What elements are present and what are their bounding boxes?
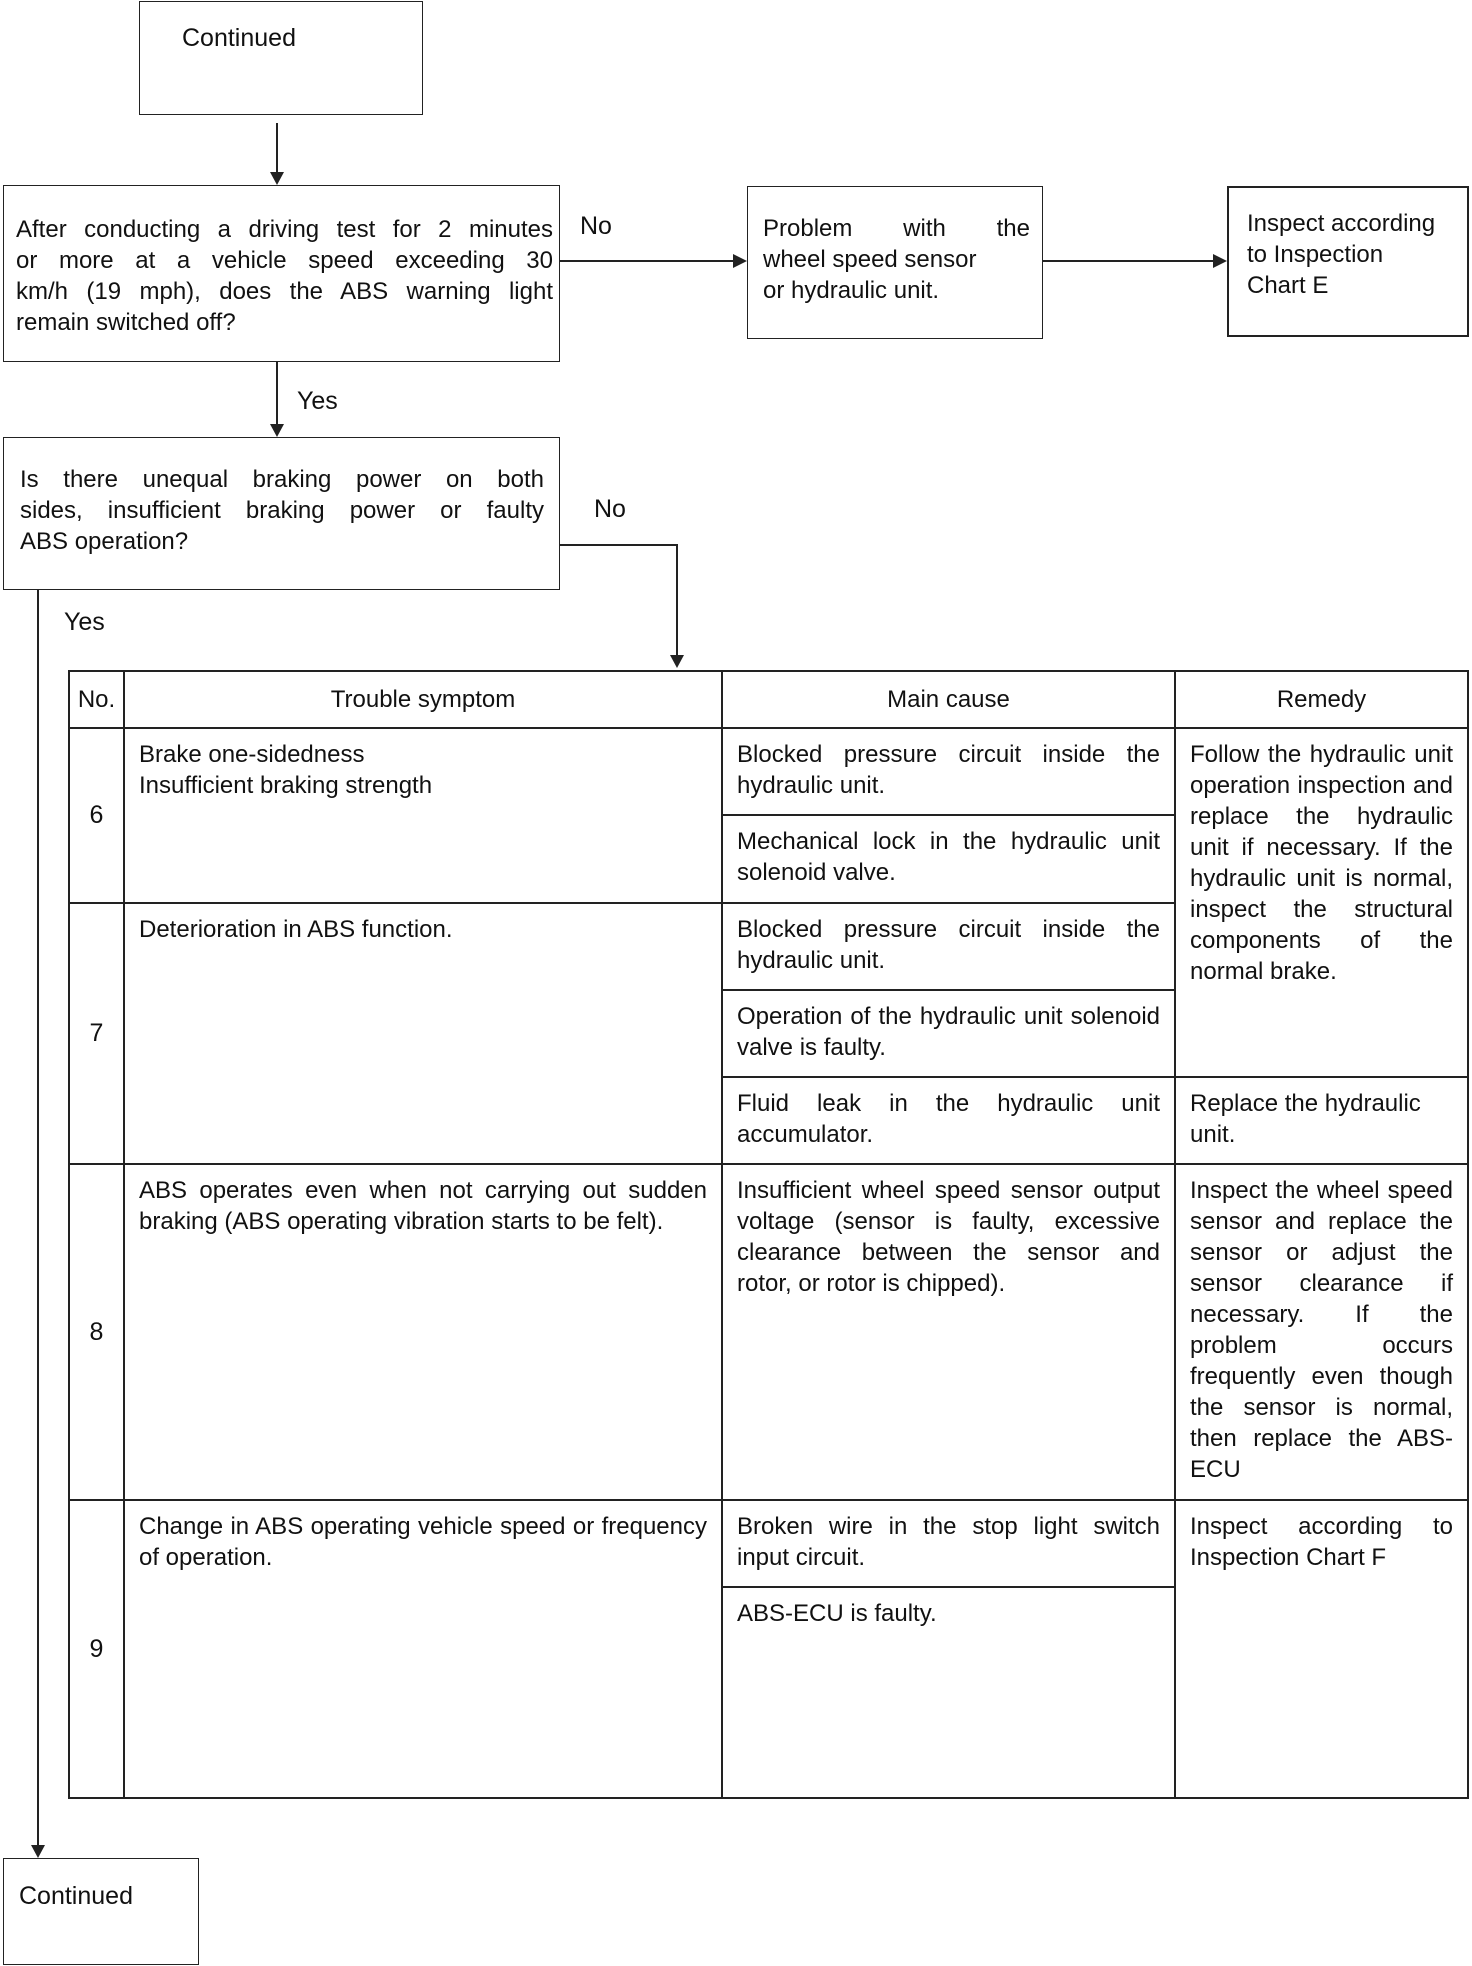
row-number: 6 <box>69 728 124 902</box>
question-line: or more at a vehicle speed exceeding 30 <box>16 247 553 274</box>
remedy-cell <box>1175 1500 1468 1798</box>
symptom-cell <box>124 1500 722 1798</box>
question-line: km/h (19 mph), does the ABS warning light <box>16 278 553 305</box>
header-trouble-symptom: Trouble symptom <box>124 671 722 728</box>
remedy-text: Replace the hydraulic unit. <box>1190 1090 1421 1149</box>
driving-test-question-box <box>3 185 560 362</box>
inspect-line: Inspect according <box>1247 210 1436 237</box>
row-number: 7 <box>69 903 124 1165</box>
cause-cell <box>722 1500 1175 1587</box>
remedy-cell <box>1175 728 1468 1077</box>
cause-cell <box>722 1164 1175 1500</box>
symptom-cell <box>124 728 722 902</box>
arrow-right-icon <box>733 254 747 268</box>
question-line: Is there unequal braking power on both <box>20 466 544 493</box>
question-line: ABS operation? <box>20 528 189 555</box>
problem-sensor-box <box>747 186 1043 339</box>
table-row <box>69 1500 1468 1587</box>
arrow-down-icon <box>670 655 684 668</box>
question-line: remain switched off? <box>16 309 236 336</box>
question-line: After conducting a driving test for 2 minutes <box>16 216 553 243</box>
problem-line: or hydraulic unit. <box>763 277 940 304</box>
continued-bottom-label: Continued <box>19 1882 133 1910</box>
arrow-down-icon <box>31 1845 45 1858</box>
table-row <box>69 1164 1468 1500</box>
symptom-cell <box>124 1164 722 1500</box>
continued-top-box <box>139 1 423 115</box>
continued-top-label: Continued <box>182 24 296 52</box>
cause-text: Mechanical lock in the hydraulic unit solenoid valve. <box>737 828 1160 887</box>
problem-line: Problem with the <box>763 215 1030 242</box>
remedy-cell <box>1175 1077 1468 1164</box>
cause-cell <box>722 1077 1175 1164</box>
header-remedy: Remedy <box>1175 671 1468 728</box>
cause-cell <box>722 1587 1175 1798</box>
table-row <box>69 728 1468 815</box>
remedy-text: Inspect the wheel speed sensor and replace the sensor or adjust the sensor clearance if necessary. If the problem occurs frequently even though the sensor is normal, then replace the ABS-ECU <box>1190 1177 1453 1484</box>
cause-cell <box>722 728 1175 815</box>
symptom-text: Change in ABS operating vehicle speed or frequency of operation. <box>139 1513 707 1572</box>
problem-line: wheel speed sensor <box>763 246 977 273</box>
arrow-down-icon <box>270 424 284 437</box>
table-header-row <box>69 671 1468 728</box>
cause-cell <box>722 903 1175 990</box>
cause-text: Broken wire in the stop light switch input circuit. <box>737 1513 1160 1572</box>
remedy-text: Follow the hydraulic unit operation inspection and replace the hydraulic unit if necessary. If the hydraulic unit is normal, inspect the structural components of the normal brake. <box>1190 741 1453 986</box>
yes-label: Yes <box>64 608 105 636</box>
header-no: No. <box>69 671 124 728</box>
symptom-line: Brake one-sidedness <box>139 741 365 769</box>
arrow-down-icon <box>270 172 284 185</box>
header-main-cause: Main cause <box>722 671 1175 728</box>
cause-text: Blocked pressure circuit inside the hydraulic unit. <box>737 741 1160 800</box>
cause-cell <box>722 990 1175 1077</box>
cause-text: Operation of the hydraulic unit solenoid valve is faulty. <box>737 1002 1160 1061</box>
symptom-text: ABS operates even when not carrying out sudden braking (ABS operating vibration starts to be felt). <box>139 1177 707 1236</box>
cause-cell <box>722 815 1175 902</box>
arrow-right-icon <box>1213 254 1227 268</box>
inspect-chart-e-box <box>1227 186 1469 337</box>
cause-text: Insufficient wheel speed sensor output voltage (sensor is faulty, excessive clearance between the sensor and rotor, or rotor is chipped). <box>737 1177 1160 1298</box>
continued-bottom-box <box>3 1858 199 1965</box>
symptom-line: Insufficient braking strength <box>139 772 433 800</box>
inspect-line: Chart E <box>1247 272 1329 299</box>
braking-question-box <box>3 437 560 590</box>
cause-text: Fluid leak in the hydraulic unit accumulator. <box>737 1090 1160 1149</box>
symptom-cell <box>124 903 722 1165</box>
yes-label: Yes <box>297 387 338 415</box>
question-line: sides, insufficient braking power or faulty <box>20 497 544 524</box>
inspect-line: to Inspection <box>1247 241 1384 268</box>
trouble-symptom-table <box>68 670 1469 1799</box>
cause-text: ABS-ECU is faulty. <box>737 1600 937 1628</box>
row-number: 9 <box>69 1500 124 1798</box>
symptom-text: Deterioration in ABS function. <box>139 915 453 943</box>
cause-text: Blocked pressure circuit inside the hydraulic unit. <box>737 915 1160 974</box>
remedy-text: Inspect according to Inspection Chart F <box>1190 1513 1453 1572</box>
no-label: No <box>594 495 626 523</box>
row-number: 8 <box>69 1164 124 1500</box>
no-label: No <box>580 212 612 240</box>
remedy-cell <box>1175 1164 1468 1500</box>
